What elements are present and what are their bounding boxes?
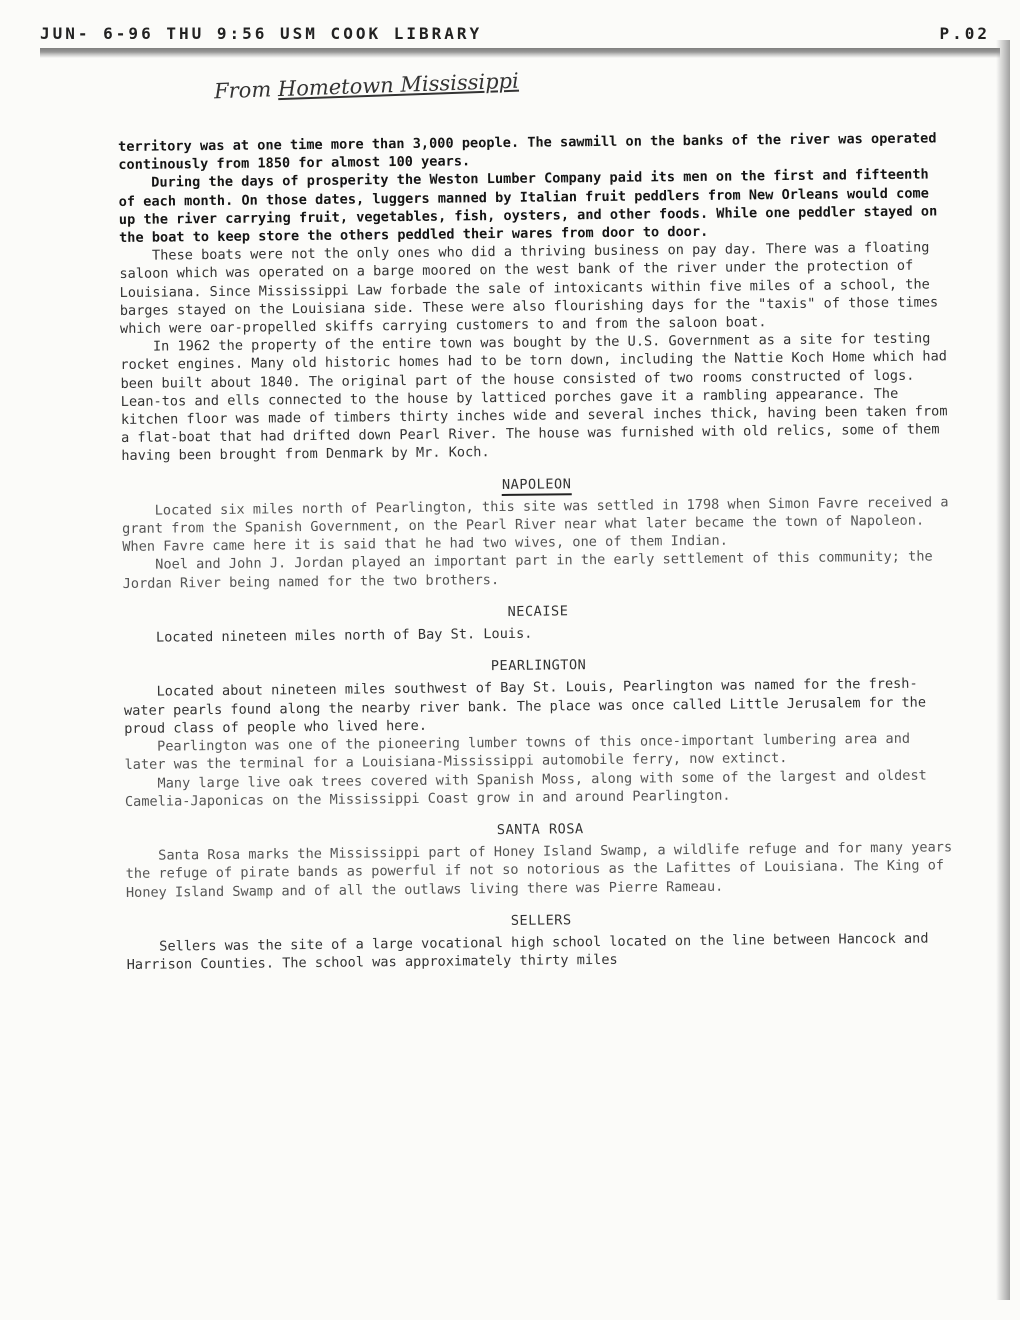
fax-header-text: JUN- 6-96 THU 9:56 USM COOK LIBRARY: [40, 24, 483, 43]
section-heading-santa-rosa: SANTA ROSA: [496, 821, 584, 838]
intro-paragraph: In 1962 the property of the entire town was bought by the U.S. Government as a site for testing rocket engines. Many old historic homes had to be torn down, including the Nattie Koch Home which had been built about 1840. The original part of the house consisted of two rooms constructed of logs. Lean-tos and ells connected to the house by latticed porches gave it a rambling appearance. The kitchen floor was made of timbers thirty inches wide and several inches thick, having been taken from a flat-boat that had drifted down Pearl River. The house was furnished with old relics, some of them having been brought from Denmark by Mr. Koch.: [120, 330, 956, 465]
santa-rosa-paragraph: Santa Rosa marks the Mississippi part of Honey Island Swamp, a wildlife refuge and for many years the refuge of pirate bands as powerful if not so notorious as the Lafittes of Louisiana. The King of Honey Island Swamp and of all the outlaws living there was Pierre Rameau.: [125, 839, 961, 901]
handwritten-book-title: Hometown Mississippi: [277, 68, 520, 102]
handwritten-source-note: [214, 69, 519, 104]
document-body: [118, 129, 961, 974]
handwritten-prefix: From: [213, 77, 279, 104]
scan-edge-shadow: [996, 40, 1010, 1300]
necaise-paragraph: Located nineteen miles north of Bay St. Louis.: [123, 625, 533, 647]
section-heading-necaise: NECAISE: [507, 603, 569, 620]
napoleon-paragraph: Located six miles north of Pearlington, this site was settled in 1798 when Simon Favre received a grant from the Spanish Government, on the Pearl River near what later became the town of Napoleon. When Favre came here it is said that he had two wives, one of them Indian.: [121, 494, 957, 556]
napoleon-paragraph: Noel and John J. Jordan played an important part in the early settlement of this community; the Jordan River being named for the two brothers.: [122, 548, 941, 592]
pearlington-paragraph: Pearlington was one of the pioneering lumber towns of this once-important lumbering area and later was the terminal for a Louisiana-Mississippi automobile ferry, now extinct.: [124, 730, 919, 774]
sellers-paragraph: Sellers was the site of a large vocational high school located on the line between Hancock and Harrison Counties. The school was approximately thirty miles: [126, 930, 937, 974]
fax-header: [40, 24, 1000, 46]
section-heading-napoleon: NAPOLEON: [122, 471, 952, 498]
section-heading-pearlington: PEARLINGTON: [490, 657, 587, 675]
pearlington-paragraph: Many large live oak trees covered with Spanish Moss, along with some of the largest and oldest Camelia-Japonicas on the Mississippi Coast grow in and around Pearlington.: [124, 766, 936, 810]
intro-paragraph: These boats were not the only ones who did a thriving business on pay day. There was a floating saloon which was operated on a barge moored on the west bank of the river under the protection of Louisiana. Since Mississippi Law forbade the sale of intoxicants within five miles of a school, the barges stayed on the Louisiana side. These were also flourishing days for the "taxis" of those times which were oar-propelled skiffs carrying customers to and from the saloon boat.: [119, 239, 947, 338]
section-heading-sellers: SELLERS: [510, 912, 572, 929]
fax-header-rule: [40, 48, 1000, 58]
intro-paragraph: territory was at one time more than 3,000 people. The sawmill on the banks of the river was operated continously from 1850 for almost 100 years.: [118, 130, 945, 174]
pearlington-paragraph: Located about nineteen miles southwest of Bay St. Louis, Pearlington was named for the fresh-water pearls found along the nearby river bank. The place was once called Little Jerusalem for the proud class of people who lived here.: [123, 676, 935, 737]
intro-paragraph: During the days of prosperity the Weston Lumber Company paid its men on the first and fifteenth of each month. On those dates, luggers manned by Italian fruit peddlers from New Orleans would come up the river carrying fruit, vegetables, fish, oysters, and other foods. While one peddler stayed on the boat to keep store the others peddled their wares from door to door.: [118, 166, 946, 247]
fax-page-number: P.02: [939, 24, 990, 43]
